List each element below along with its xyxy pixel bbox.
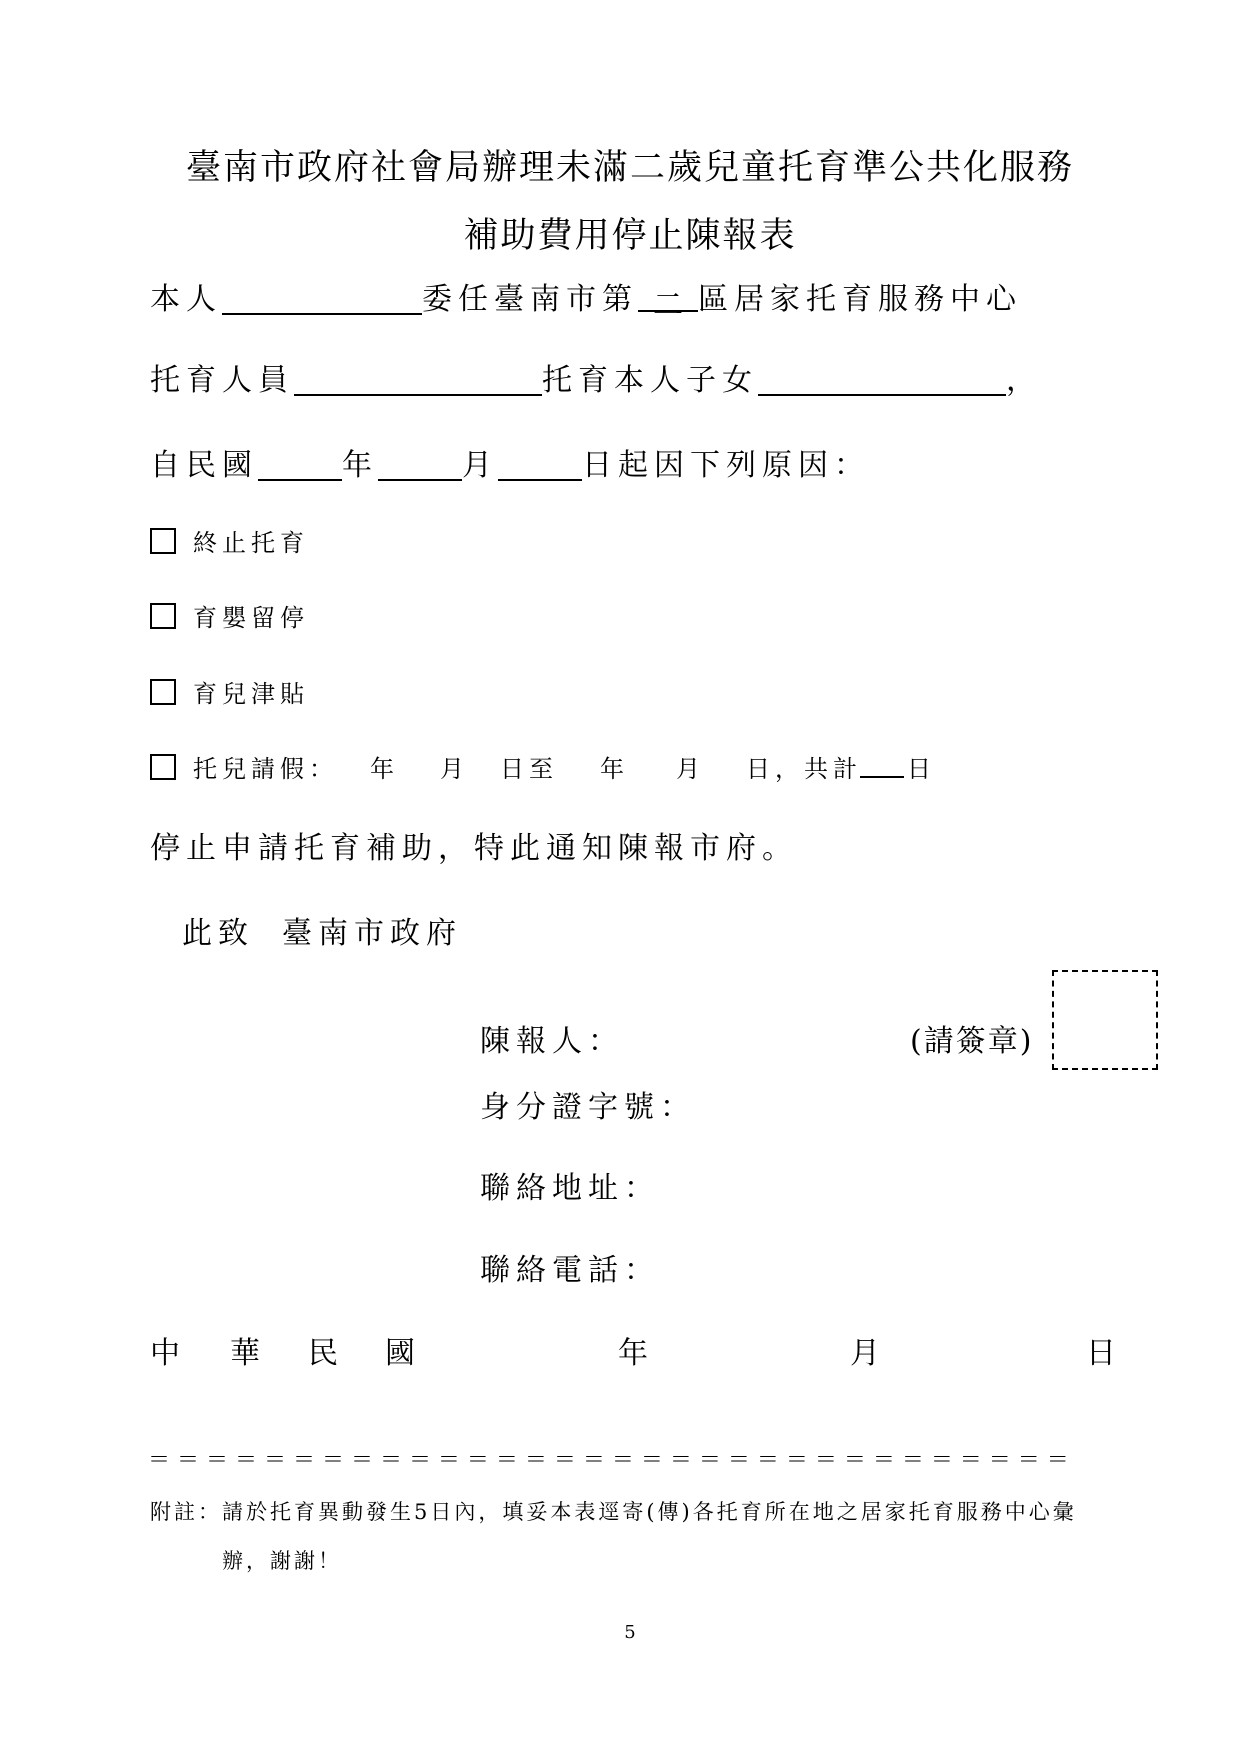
line2-mid: 托育本人子女 bbox=[542, 363, 758, 398]
body-line-2 bbox=[150, 355, 1042, 399]
option-label-childcare-allowance: 育兒津貼 bbox=[193, 680, 309, 708]
line1-prefix: 本人 bbox=[150, 282, 222, 317]
option-checkbox-leave[interactable] bbox=[150, 754, 176, 780]
date-month: 月 bbox=[850, 1336, 880, 1371]
date-char-4: 國 bbox=[385, 1336, 415, 1371]
option-checkbox-childcare-allowance[interactable] bbox=[150, 679, 176, 705]
reporter-label: 陳報人： bbox=[480, 1024, 624, 1059]
child-blank[interactable] bbox=[758, 364, 1006, 396]
line3-suffix: 日起因下列原因： bbox=[582, 448, 870, 483]
leave-year-2: 年 bbox=[600, 755, 629, 783]
line2-prefix: 托育人員 bbox=[150, 363, 294, 398]
form-title-line2: 補助費用停止陳報表 bbox=[463, 216, 797, 256]
body-line-1 bbox=[150, 274, 1022, 323]
to-label: 此致 bbox=[182, 916, 254, 951]
month-blank[interactable] bbox=[378, 449, 462, 481]
separator-line: ＝ ＝ ＝ ＝ ＝ ＝ ＝ ＝ ＝ ＝ ＝ ＝ ＝ ＝ ＝ ＝ ＝ ＝ ＝ ＝ ＝ ＝ ＝ ＝ ＝ ＝ ＝ ＝ ＝ ＝ ＝ ＝ bbox=[148, 1448, 1069, 1473]
to-recipient: 臺南市政府 bbox=[282, 916, 462, 951]
leave-day-1: 日至 bbox=[500, 755, 558, 783]
district-value: 二 bbox=[653, 288, 683, 323]
name-blank[interactable] bbox=[222, 283, 422, 315]
line3-year: 年 bbox=[342, 448, 378, 483]
date-year: 年 bbox=[618, 1336, 648, 1371]
footnote-line-1: 附註：請於托育異動發生5日內，填妥本表逕寄(傳)各托育所在地之居家托育服務中心彙 bbox=[150, 1500, 1077, 1524]
option-checkbox-terminate[interactable] bbox=[150, 528, 176, 554]
year-blank[interactable] bbox=[258, 449, 342, 481]
district-blank[interactable] bbox=[638, 280, 698, 323]
day-blank[interactable] bbox=[498, 449, 582, 481]
leave-year-1: 年 bbox=[370, 755, 399, 783]
phone-label: 聯絡電話： bbox=[480, 1253, 660, 1288]
option-label-terminate: 終止托育 bbox=[193, 529, 309, 557]
signature-stamp-box[interactable] bbox=[1052, 970, 1158, 1070]
address-label: 聯絡地址： bbox=[480, 1171, 660, 1206]
notice-text: 停止申請托育補助，特此通知陳報市府。 bbox=[150, 831, 798, 866]
leave-end: 日 bbox=[907, 755, 936, 783]
line3-prefix: 自民國 bbox=[150, 448, 258, 483]
body-line-3 bbox=[150, 440, 870, 484]
sign-hint: (請簽章) bbox=[910, 1024, 1034, 1059]
date-char-2: 華 bbox=[230, 1336, 260, 1371]
id-number-label: 身分證字號： bbox=[480, 1090, 696, 1125]
line2-suffix: ， bbox=[1006, 363, 1042, 398]
leave-total-blank[interactable] bbox=[860, 750, 904, 778]
date-day: 日 bbox=[1086, 1336, 1116, 1371]
line1-mid: 委任臺南市第 bbox=[422, 282, 638, 317]
page-number: 5 bbox=[624, 1622, 636, 1643]
leave-month-2: 月 bbox=[676, 755, 705, 783]
option-label-leave: 托兒請假： bbox=[193, 755, 338, 783]
line3-month: 月 bbox=[462, 448, 498, 483]
form-title-line1: 臺南市政府社會局辦理未滿二歲兒童托育準公共化服務 bbox=[185, 148, 1074, 188]
date-char-3: 民 bbox=[308, 1336, 338, 1371]
option-checkbox-parental-leave[interactable] bbox=[150, 603, 176, 629]
leave-day-2: 日，共計 bbox=[746, 755, 862, 783]
caregiver-blank[interactable] bbox=[294, 364, 542, 396]
footnote-line-2: 辦，謝謝！ bbox=[222, 1549, 342, 1573]
option-label-parental-leave: 育嬰留停 bbox=[193, 604, 309, 632]
leave-month-1: 月 bbox=[440, 755, 469, 783]
line1-suffix: 區居家托育服務中心 bbox=[698, 282, 1022, 317]
date-char-1: 中 bbox=[150, 1336, 180, 1371]
